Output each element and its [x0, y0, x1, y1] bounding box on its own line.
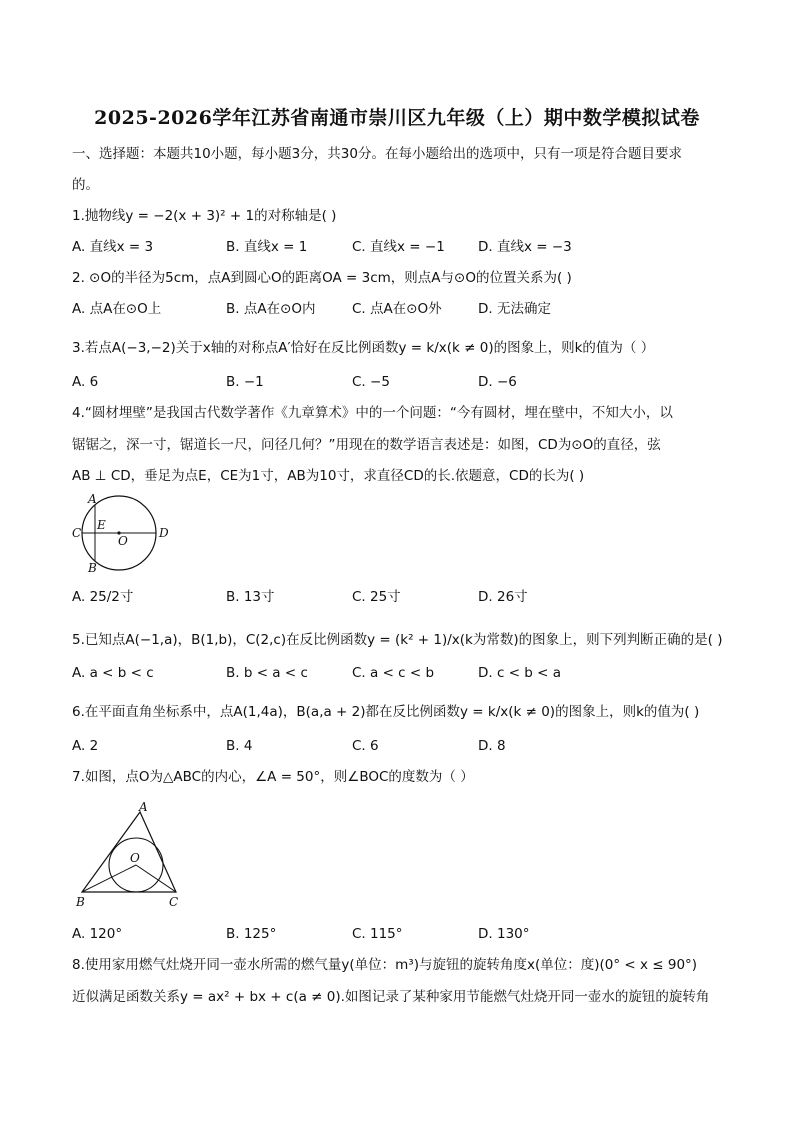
question-4-stem-line-1: 4.“圆材埋壁”是我国古代数学著作《九章算术》中的一个问题：“今有圆材，埋在壁中，不知大小，以: [72, 405, 673, 421]
question-5-option-a: A. a < b < c: [72, 665, 154, 681]
question-6-option-a: A. 2: [72, 738, 99, 754]
question-4-stem-line-2: 锯锯之，深一寸，锯道长一尺，问径几何？”用现在的数学语言表述是：如图，CD为⊙O的直径，弦: [72, 437, 661, 453]
question-2-option-d: D. 无法确定: [478, 301, 551, 317]
question-3-option-d: D. −6: [478, 374, 517, 390]
question-3-option-a: A. 6: [72, 374, 99, 390]
triangle-abc: [82, 812, 176, 892]
section-heading-line-2: 的。: [72, 177, 99, 193]
question-8-stem-line-2: 近似满足函数关系y = ax² + bx + c(a ≠ 0).如图记录了某种家用节能燃气灶烧开同一壶水的旋钮的旋转角: [72, 989, 710, 1005]
question-1-option-a: A. 直线x = 3: [72, 239, 154, 255]
question-3-stem: 3.若点A(−3,−2)关于x轴的对称点A′恰好在反比例函数y = k/x(k ≠ 0)的图象上，则k的值为（ ）: [72, 340, 655, 356]
question-5-option-d: D. c < b < a: [478, 665, 562, 681]
question-7-option-a: A. 120°: [72, 926, 123, 942]
page-title: 2025-2026学年江苏省南通市崇川区九年级（上）期中数学模拟试卷: [94, 107, 700, 129]
question-4-stem-line-3: AB ⊥ CD，垂足为点E，CE为1寸，AB为10寸，求直径CD的长.依题意，CD的长为( ): [72, 468, 585, 484]
question-4-option-a: A. 25/2寸: [72, 589, 134, 605]
question-6-stem: 6.在平面直角坐标系中，点A(1,4a)，B(a,a + 2)都在反比例函数y = k/x(k ≠ 0)的图象上，则k的值为( ): [72, 704, 700, 720]
question-1-option-b: B. 直线x = 1: [226, 239, 308, 255]
question-5-stem: 5.已知点A(−1,a)，B(1,b)，C(2,c)在反比例函数y = (k² + 1)/x(k为常数)的图象上，则下列判断正确的是( ): [72, 632, 723, 648]
question-8-stem-line-1: 8.使用家用燃气灶烧开同一壶水所需的燃气量y(单位：m³)与旋钮的旋转角度x(单位：度)(0° < x ≤ 90°): [72, 957, 698, 973]
label-a: A: [88, 492, 97, 506]
question-5-option-b: B. b < a < c: [226, 665, 308, 681]
question-6-option-b: B. 4: [226, 738, 253, 754]
label-o: O: [130, 851, 140, 865]
label-c: C: [169, 895, 179, 909]
question-4-options: [72, 587, 732, 607]
question-6-option-c: C. 6: [352, 738, 379, 754]
question-7-options: [72, 924, 732, 944]
question-6-option-d: D. 8: [478, 738, 506, 754]
question-7-stem: 7.如图，点O为△ABC的内心，∠A = 50°，则∠BOC的度数为（ ）: [72, 769, 474, 785]
question-5-option-c: C. a < c < b: [352, 665, 435, 681]
question-2-stem: 2. ⊙O的半径为5cm，点A到圆心O的距离OA = 3cm，则点A与⊙O的位置关系为( ): [72, 270, 572, 286]
question-3-options: [72, 372, 732, 392]
question-4-option-d: D. 26寸: [478, 589, 528, 605]
question-1-option-c: C. 直线x = −1: [352, 239, 445, 255]
question-4-option-b: B. 13寸: [226, 589, 275, 605]
label-a: A: [139, 800, 148, 814]
label-d: D: [159, 526, 169, 540]
question-3-option-c: C. −5: [352, 374, 390, 390]
question-2-option-a: A. 点A在⊙O上: [72, 301, 162, 317]
question-5-options: [72, 663, 732, 683]
question-3-option-b: B. −1: [226, 374, 264, 390]
question-2-options: [72, 299, 732, 319]
question-1-option-d: D. 直线x = −3: [478, 239, 572, 255]
question-6-options: [72, 736, 732, 756]
section-heading-line-1: 一、选择题：本题共10小题，每小题3分，共30分。在每小题给出的选项中，只有一项是符合题目要求: [72, 146, 682, 162]
question-1-options: [72, 237, 732, 257]
label-b: B: [76, 895, 85, 909]
question-1-stem: 1.抛物线y = −2(x + 3)² + 1的对称轴是( ): [72, 208, 337, 224]
question-4-circle-figure: [68, 492, 172, 574]
question-7-option-b: B. 125°: [226, 926, 277, 942]
question-2-option-c: C. 点A在⊙O外: [352, 301, 442, 317]
question-4-option-c: C. 25寸: [352, 589, 401, 605]
label-e: E: [97, 518, 106, 532]
question-7-option-d: D. 130°: [478, 926, 530, 942]
question-7-option-c: C. 115°: [352, 926, 403, 942]
label-c: C: [72, 526, 82, 540]
label-b: B: [88, 561, 97, 574]
label-o: O: [118, 534, 128, 548]
question-7-triangle-figure: [72, 800, 184, 910]
question-2-option-b: B. 点A在⊙O内: [226, 301, 316, 317]
